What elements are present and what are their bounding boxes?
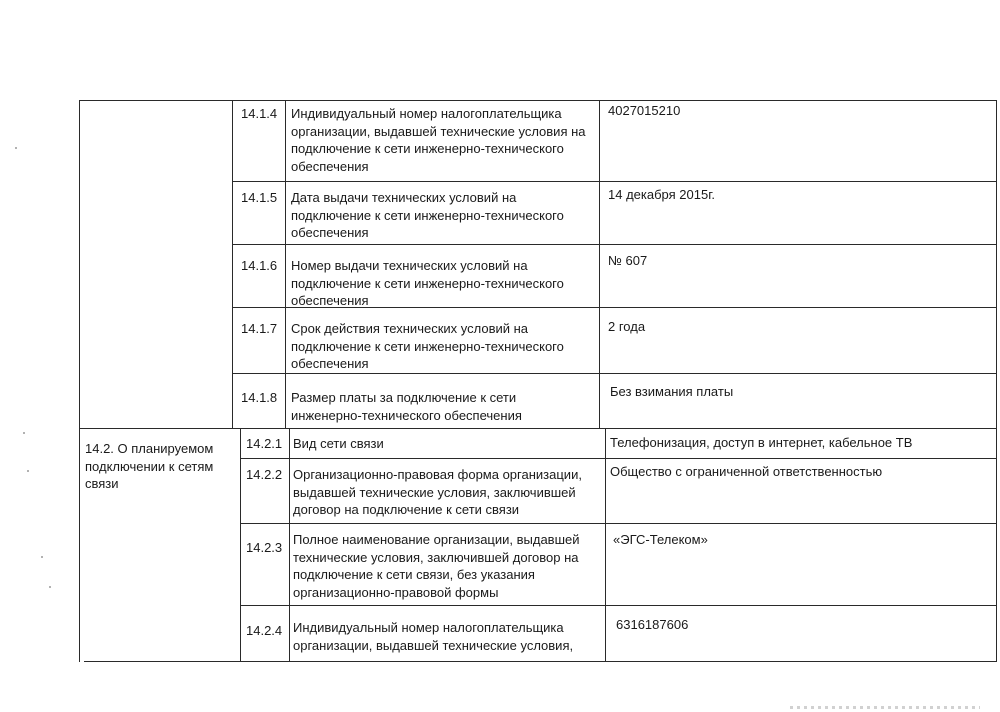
table-border-right — [996, 100, 997, 662]
section-title — [85, 440, 213, 493]
row-value: 6316187606 — [616, 617, 689, 632]
row-description — [293, 619, 573, 654]
row-value: «ЭГС-Телеком» — [613, 532, 708, 547]
row-description — [291, 389, 522, 424]
row-number: 14.1.4 — [241, 106, 278, 121]
description-line: подключение к сети инженерно-технического — [291, 275, 564, 291]
row-number: 14.1.6 — [241, 258, 278, 273]
section-title-line: 14.2. О планируемом — [85, 441, 214, 456]
section-title-line: связи — [85, 476, 119, 491]
row-description — [291, 257, 564, 310]
description-line: Срок действия технических условий на — [291, 321, 529, 336]
row-divider — [240, 523, 997, 524]
description-line: Индивидуальный номер налогоплательщика — [293, 620, 564, 635]
section-divider — [79, 428, 997, 429]
row-value: 4027015210 — [608, 103, 681, 118]
row-divider — [232, 373, 997, 374]
row-value: № 607 — [608, 253, 648, 268]
row-number: 14.1.8 — [241, 390, 278, 405]
row-divider — [240, 458, 997, 459]
column-divider — [232, 100, 233, 428]
table-border-top — [79, 100, 997, 101]
section-title-line: подключении к сетям — [85, 458, 214, 474]
row-number: 14.2.2 — [246, 467, 283, 482]
row-number: 14.2.4 — [246, 623, 283, 638]
row-value: 2 года — [608, 319, 646, 334]
description-line: Полное наименование организации, выдавшей — [293, 532, 580, 547]
row-value: Общество с ограниченной ответственностью — [610, 464, 883, 479]
description-line: обеспечения — [291, 225, 369, 240]
row-description — [291, 320, 564, 373]
description-line: Вид сети связи — [293, 436, 384, 451]
row-number: 14.1.5 — [241, 190, 278, 205]
description-line: подключение к сети инженерно-технического — [291, 141, 564, 156]
column-divider — [285, 100, 286, 428]
description-line: Дата выдачи технических условий на — [291, 190, 517, 205]
row-number: 14.1.7 — [241, 321, 278, 336]
description-line: технические условия, заключившей договор на — [293, 549, 579, 565]
description-line: подключение к сети связи, без указания — [293, 567, 535, 582]
description-line: договор на подключение к сети связи — [293, 502, 520, 517]
column-divider — [599, 100, 600, 428]
row-value: 14 декабря 2015г. — [608, 187, 715, 202]
description-line: организации, выдавшей технические условия, — [293, 637, 574, 653]
description-line: подключение к сети инженерно-технического — [291, 338, 564, 354]
row-description — [293, 435, 384, 453]
description-line: Индивидуальный номер налогоплательщика — [291, 106, 562, 121]
column-divider — [289, 428, 290, 662]
column-divider — [605, 428, 606, 662]
description-line: организации, выдавшей технические условия на — [291, 123, 586, 139]
description-line: обеспечения — [291, 293, 369, 308]
row-description — [291, 189, 564, 242]
description-line: Номер выдачи технических условий на — [291, 258, 528, 273]
description-line: организационно-правовой формы — [293, 584, 499, 600]
row-value: Без взимания платы — [610, 384, 734, 399]
row-value: Телефонизация, доступ в интернет, кабельное ТВ — [610, 435, 913, 450]
description-line: обеспечения — [291, 158, 369, 174]
table-border-bottom — [84, 661, 997, 662]
description-line: подключение к сети инженерно-технического — [291, 207, 564, 223]
row-number: 14.2.1 — [246, 436, 283, 451]
row-description — [291, 105, 586, 175]
row-divider — [232, 181, 997, 182]
description-line: выдавшей технические условия, заключившей — [293, 484, 576, 500]
column-divider — [240, 428, 241, 662]
row-divider — [240, 605, 997, 606]
row-divider — [232, 244, 997, 245]
description-line: инженерно-технического обеспечения — [291, 407, 522, 423]
row-description — [293, 531, 580, 601]
row-number: 14.2.3 — [246, 540, 283, 555]
table-border-left — [79, 100, 80, 662]
row-description — [293, 466, 582, 519]
scan-artifact — [790, 706, 980, 709]
description-line: Организационно-правовая форма организации, — [293, 467, 582, 482]
description-line: обеспечения — [291, 356, 369, 371]
description-line: Размер платы за подключение к сети — [291, 390, 517, 405]
